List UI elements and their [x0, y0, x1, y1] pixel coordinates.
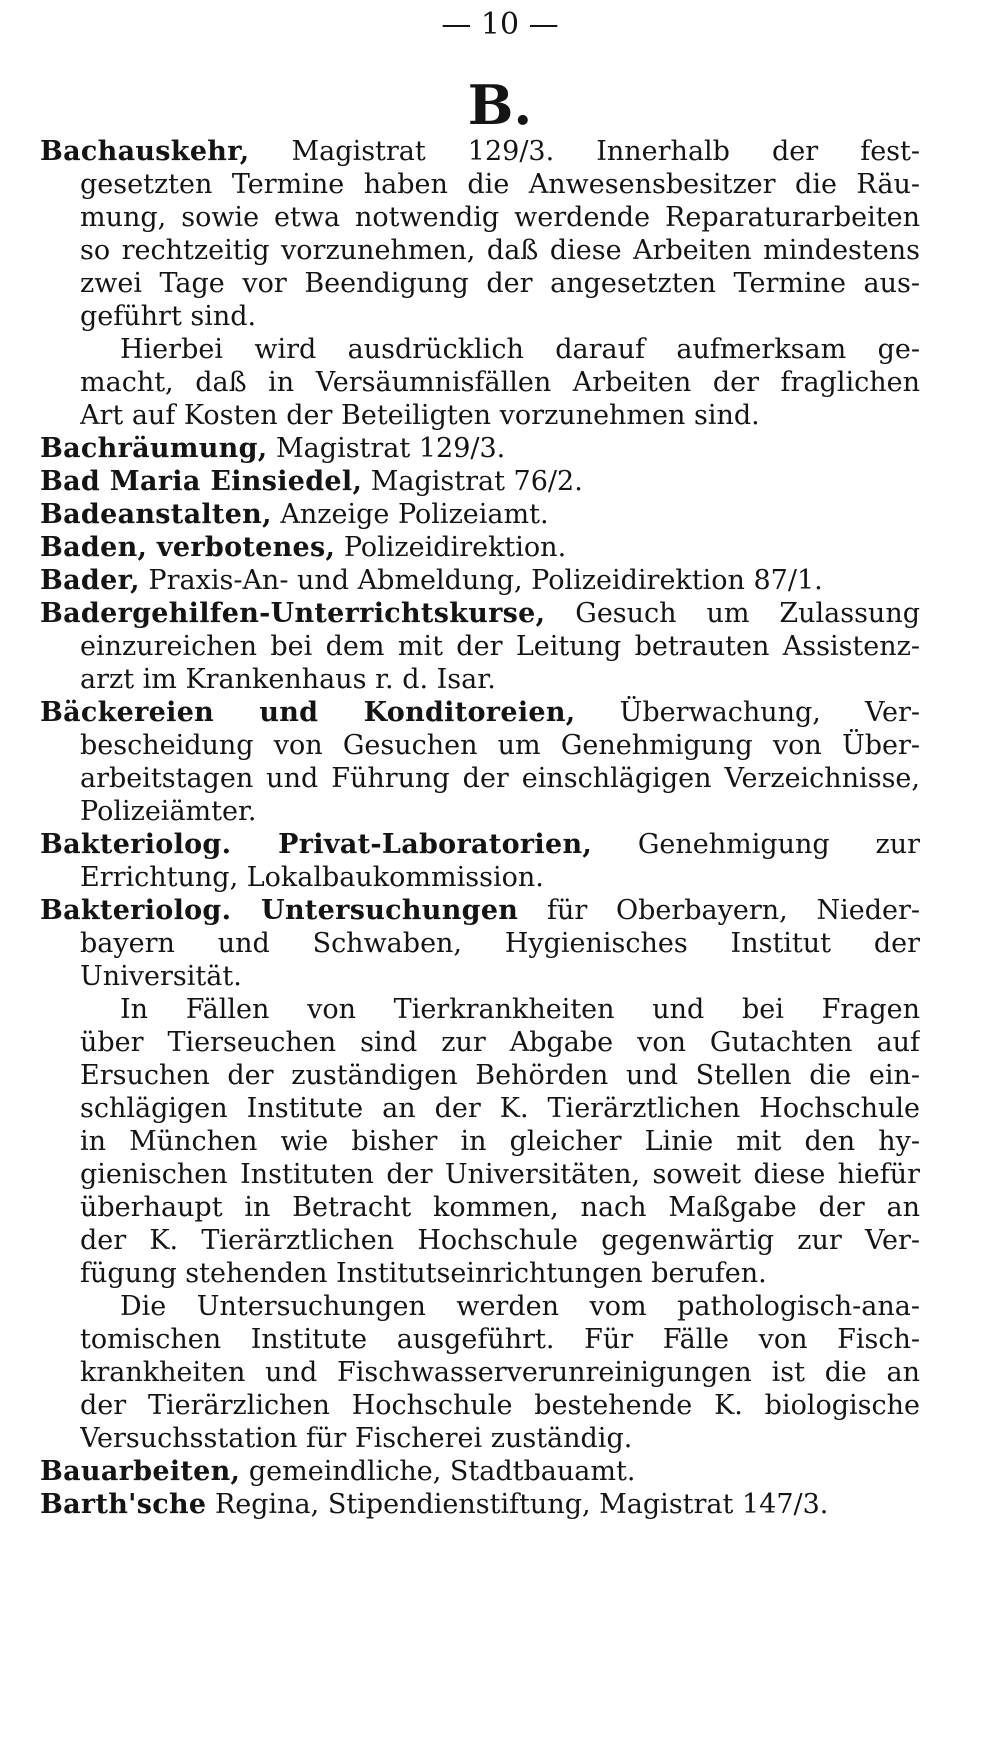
entry-text: geführt sind. — [80, 301, 257, 332]
entry-text: für Oberbayern, Nieder- — [518, 895, 920, 926]
entry-text: Praxis-An- und Abmeldung, Polizeidirektion 87/1. — [139, 565, 823, 596]
entry-line — [40, 498, 920, 532]
entry-line — [80, 1323, 920, 1357]
entry-headword: Bäckereien und Konditoreien, — [40, 697, 576, 728]
entry-line — [80, 1356, 920, 1390]
entry-headword: Bachräumung, — [40, 433, 268, 464]
entry-line — [120, 1290, 920, 1324]
entry-line — [40, 531, 920, 565]
entry-text: Versuchsstation für Fischerei zuständig. — [80, 1423, 633, 1454]
entry-line — [80, 1026, 920, 1060]
entry-line — [80, 795, 920, 829]
entry-headword: Bachauskehr, — [40, 136, 250, 167]
entry-line — [80, 1257, 920, 1291]
entry-text: der Tierärzlichen Hochschule bestehende K. biologische — [80, 1390, 920, 1421]
entry-line — [80, 1389, 920, 1423]
entry-text: gienischen Instituten der Universitäten, soweit diese hiefür — [80, 1159, 920, 1190]
entry-headword: Barth'sche — [40, 1489, 207, 1520]
entry-headword: Bauarbeiten, — [40, 1456, 241, 1487]
entry-line — [80, 1422, 920, 1456]
entry-line — [80, 630, 920, 664]
entry-line — [80, 1224, 920, 1258]
entry-line — [40, 597, 920, 631]
entry-text: so rechtzeitig vorzunehmen, daß diese Arbeiten mindestens — [80, 235, 920, 266]
entry-text: schlägigen Institute an der K. Tierärztlichen Hochschule — [80, 1093, 920, 1124]
page-number: — 10 — — [441, 7, 559, 42]
entry-line — [40, 135, 920, 169]
entry-text: Regina, Stipendienstiftung, Magistrat 147/3. — [206, 1489, 829, 1520]
entry-line — [80, 1158, 920, 1192]
entry-line — [80, 927, 920, 961]
entry-line — [80, 168, 920, 202]
entry-headword: Badeanstalten, — [40, 499, 272, 530]
entry-headword: Bader, — [40, 565, 140, 596]
entry-line — [80, 1191, 920, 1225]
entry-text: gemeindliche, Stadtbauamt. — [240, 1456, 636, 1487]
entry-line — [40, 465, 920, 499]
entry-line — [80, 960, 920, 994]
entry-line — [40, 432, 920, 466]
entry-text: Genehmigung zur — [592, 829, 920, 860]
entry-line — [80, 366, 920, 400]
entry-text: Magistrat 129/3. Innerhalb der fest- — [249, 136, 920, 167]
entry-line — [80, 663, 920, 697]
entry-line — [80, 1059, 920, 1093]
entry-line — [40, 564, 920, 598]
entry-text: Überwachung, Ver- — [575, 697, 920, 728]
entry-text: Hierbei wird ausdrücklich darauf aufmerksam ge- — [120, 334, 920, 365]
entry-line — [80, 762, 920, 796]
entry-line — [40, 1455, 920, 1489]
entry-text: arzt im Krankenhaus r. d. Isar. — [80, 664, 496, 695]
entry-line — [80, 399, 920, 433]
entry-line — [40, 696, 920, 730]
entry-line — [40, 828, 920, 862]
entry-text: mung, sowie etwa notwendig werdende Reparaturarbeiten — [80, 202, 920, 233]
entry-line — [80, 1125, 920, 1159]
entry-text: Errichtung, Lokalbaukommission. — [80, 862, 544, 893]
entry-text: einzureichen bei dem mit der Leitung betrauten Assistenz- — [80, 631, 920, 662]
entry-line — [80, 234, 920, 268]
entry-text: der K. Tierärztlichen Hochschule gegenwärtig zur Ver- — [80, 1225, 920, 1256]
entry-text: Anzeige Polizeiamt. — [271, 499, 549, 530]
entry-text: überhaupt in Betracht kommen, nach Maßgabe der an — [80, 1192, 920, 1223]
entry-text: Polizeiämter. — [80, 796, 257, 827]
entry-headword: Bad Maria Einsiedel, — [40, 466, 363, 497]
entry-text: Gesuch um Zulassung — [545, 598, 920, 629]
entry-text: In Fällen von Tierkrankheiten und bei Fragen — [120, 994, 920, 1025]
entry-line — [80, 201, 920, 235]
entry-text: bayern und Schwaben, Hygienisches Institut der — [80, 928, 920, 959]
entry-text: über Tierseuchen sind zur Abgabe von Gutachten auf — [80, 1027, 920, 1058]
entry-line — [80, 861, 920, 895]
entry-headword: Bakteriolog. Privat-Laboratorien, — [40, 829, 593, 860]
entry-text: zwei Tage vor Beendigung der angesetzten Termine aus- — [80, 268, 920, 299]
entry-line — [40, 894, 920, 928]
entry-text: Die Untersuchungen werden vom pathologisch-ana- — [120, 1291, 920, 1322]
entry-text: bescheidung von Gesuchen um Genehmigung von Über- — [80, 730, 920, 761]
entry-text: Magistrat 129/3. — [267, 433, 506, 464]
entry-text: Ersuchen der zuständigen Behörden und Stellen die ein- — [80, 1060, 920, 1091]
entry-text: arbeitstagen und Führung der einschlägigen Verzeichnisse, — [80, 763, 920, 794]
entry-line — [80, 1092, 920, 1126]
entry-line — [40, 1488, 920, 1522]
entry-line — [80, 267, 920, 301]
entry-text: tomischen Institute ausgeführt. Für Fälle von Fisch- — [80, 1324, 920, 1355]
entry-text: Art auf Kosten der Beteiligten vorzunehmen sind. — [80, 400, 760, 431]
entry-text: Polizeidirektion. — [335, 532, 567, 563]
entry-text: Universität. — [80, 961, 242, 992]
entry-line — [120, 333, 920, 367]
entry-line — [80, 729, 920, 763]
entry-text: macht, daß in Versäumnisfällen Arbeiten der fraglichen — [80, 367, 920, 398]
entry-text: in München wie bisher in gleicher Linie mit den hy- — [80, 1126, 920, 1157]
entry-headword: Badergehilfen-Unterrichtskurse, — [40, 598, 546, 629]
entry-text: fügung stehenden Institutseinrichtungen berufen. — [80, 1258, 767, 1289]
entry-line — [80, 300, 920, 334]
entry-text: gesetzten Termine haben die Anwesensbesitzer die Räu- — [80, 169, 920, 200]
entry-text: krankheiten und Fischwasserverunreinigungen ist die an — [80, 1357, 920, 1388]
section-letter: B. — [467, 73, 533, 137]
entry-text: Magistrat 76/2. — [362, 466, 583, 497]
entry-headword: Bakteriolog. Untersuchungen — [40, 895, 519, 926]
entry-line — [120, 993, 920, 1027]
entry-headword: Baden, verbotenes, — [40, 532, 336, 563]
